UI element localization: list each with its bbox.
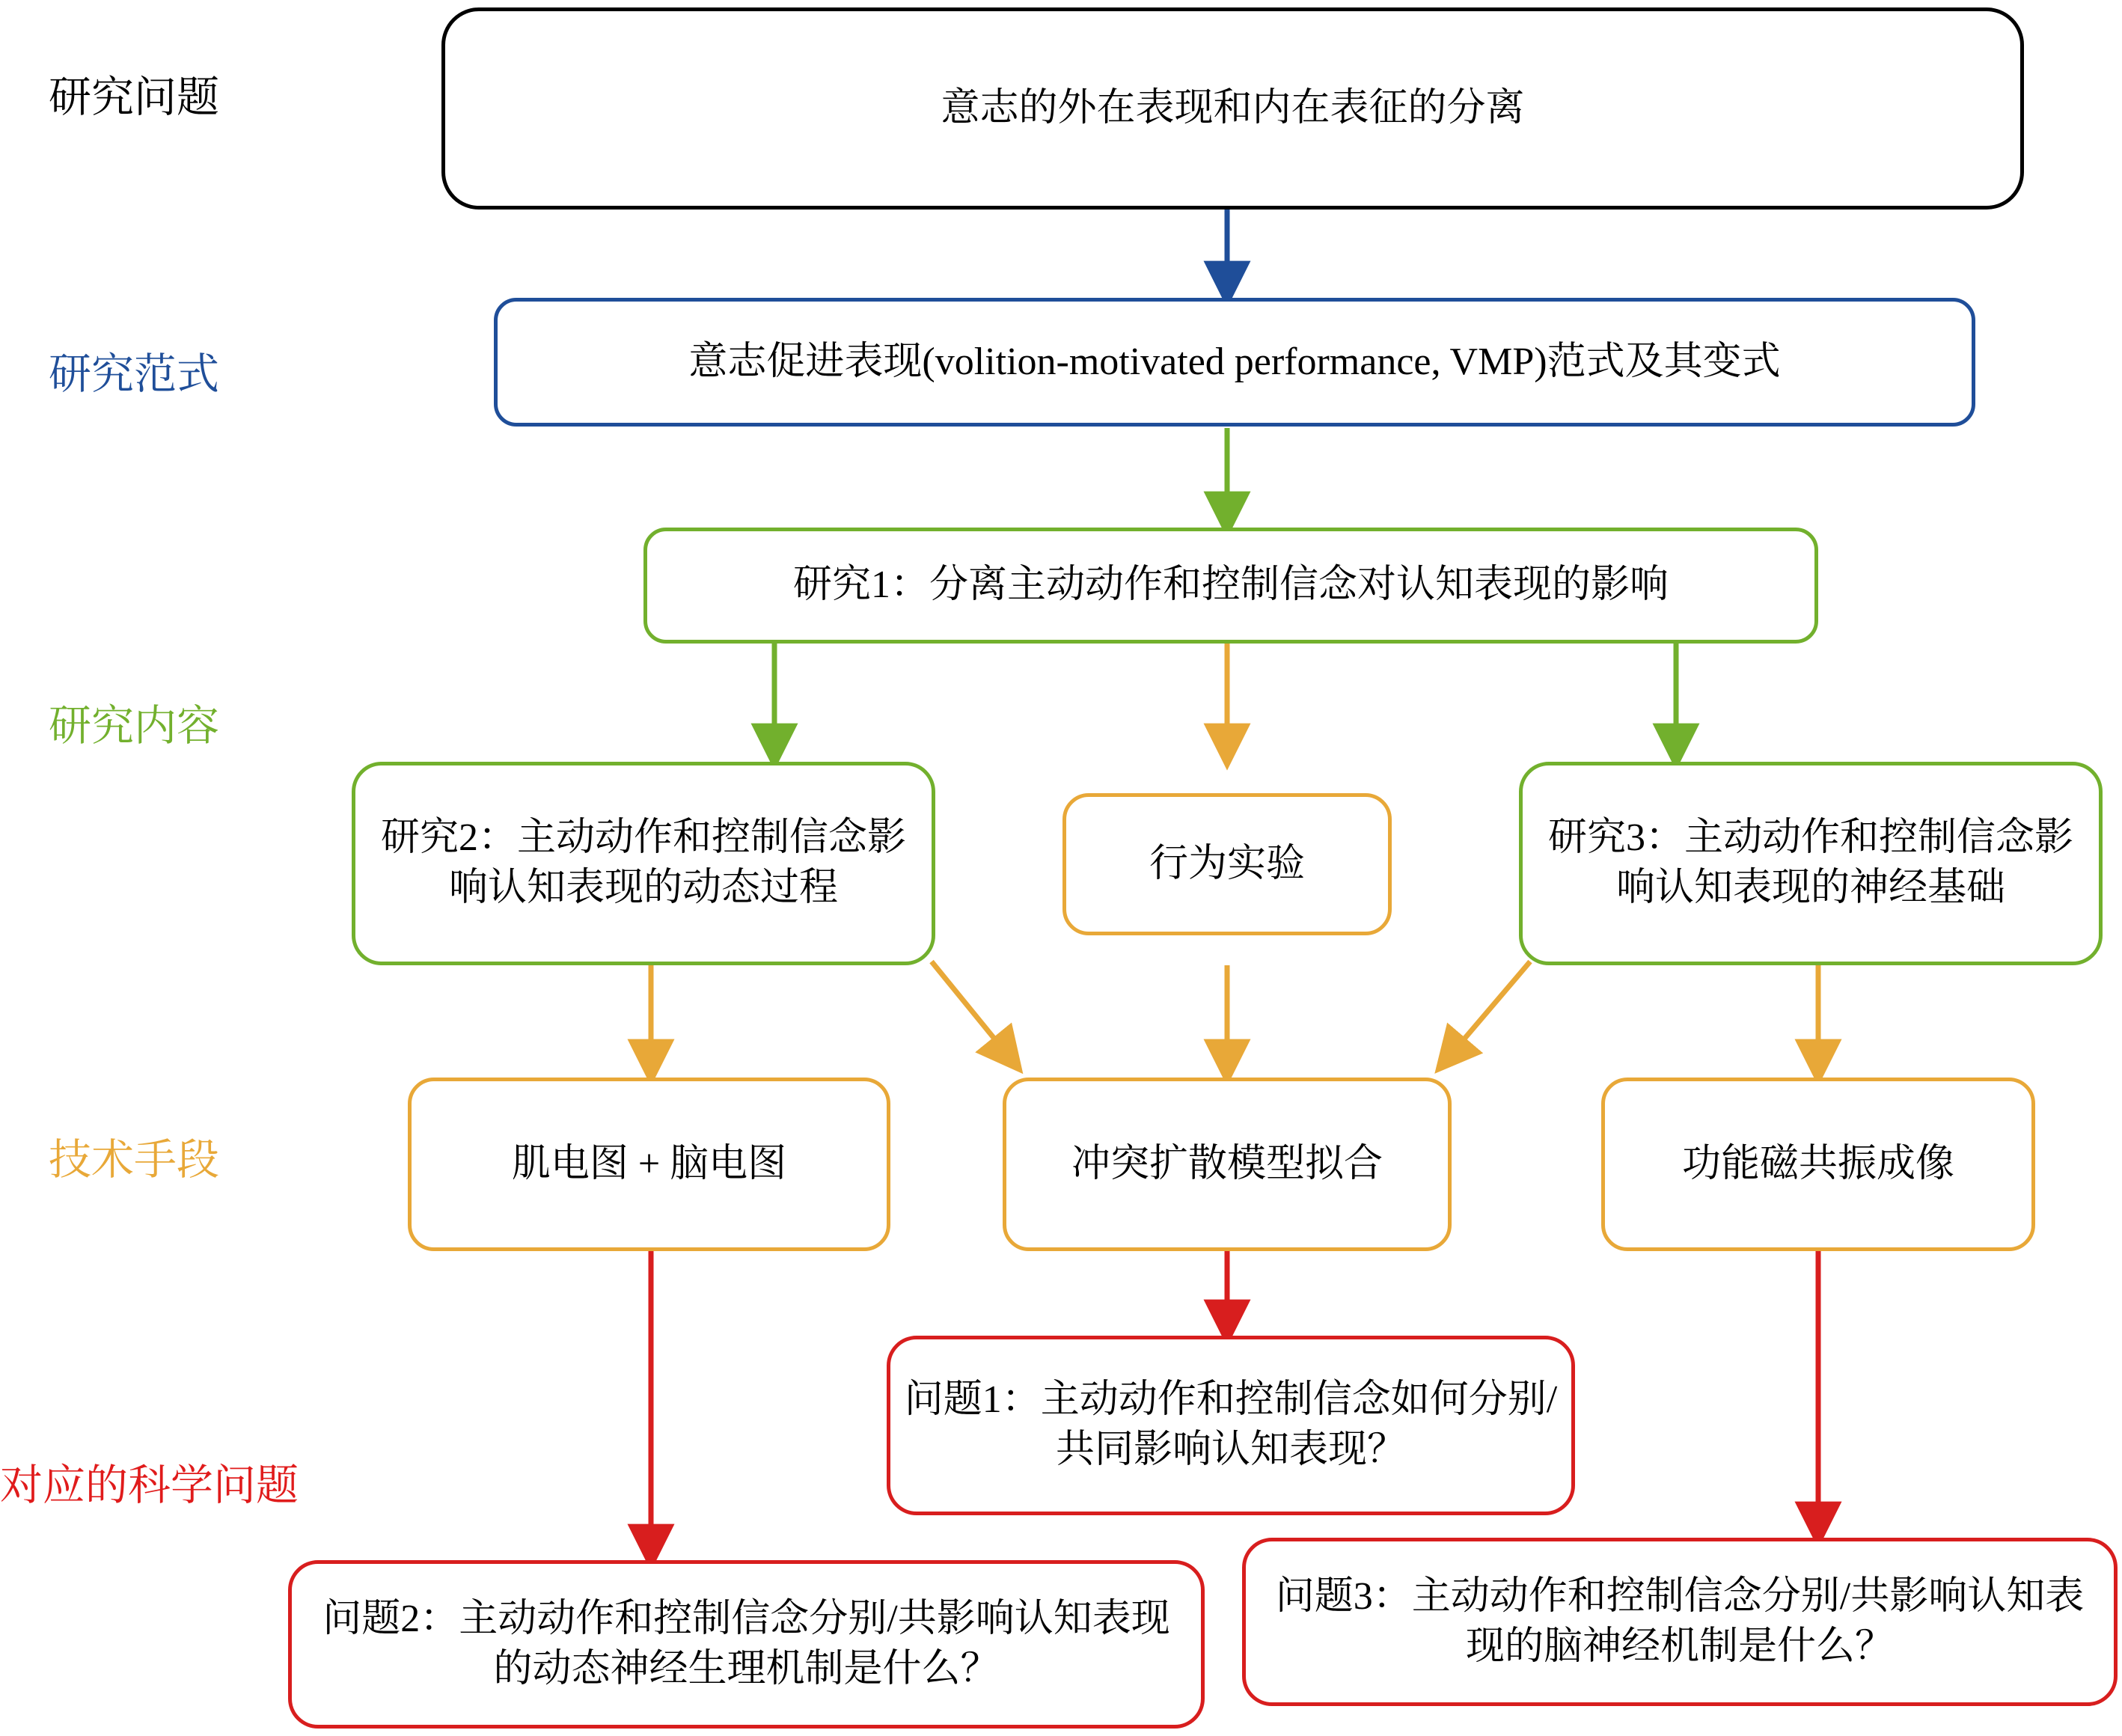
node-paradigm — [494, 298, 1975, 427]
row-label-research-question: 研究问题 — [49, 74, 219, 121]
node-study3-text: 研究3：主动动作和控制信念影响认知表现的神经基础 — [1547, 816, 2073, 909]
node-question2 — [288, 1560, 1205, 1729]
node-behavior-experiment — [1062, 793, 1392, 935]
row-label-research-paradigm: 研究范式 — [49, 351, 219, 398]
node-paradigm-text: 意志促进表现(volition-motivated performance, VMP)范式及其变式 — [688, 340, 1781, 383]
row-label-technical-methods: 技术手段 — [49, 1137, 219, 1184]
node-conflict-model-text: 冲突扩散模型拟合 — [1071, 1142, 1383, 1185]
node-question1 — [887, 1336, 1575, 1515]
row-label-research-content: 研究内容 — [49, 703, 219, 750]
node-fmri-text: 功能磁共振成像 — [1681, 1142, 1954, 1185]
node-study3 — [1519, 762, 2103, 965]
node-study2 — [352, 762, 935, 965]
node-conflict-model — [1003, 1078, 1452, 1251]
node-research-question — [441, 7, 2024, 210]
node-behavior-experiment-text: 行为实验 — [1149, 842, 1305, 885]
node-study1 — [643, 528, 1818, 644]
node-emg-eeg-text: 肌电图 + 脑电图 — [511, 1142, 787, 1185]
node-question2-text: 问题2：主动动作和控制信念分别/共影响认知表现的动态神经生理机制是什么？ — [322, 1597, 1170, 1690]
node-question3 — [1242, 1538, 2118, 1706]
node-question3-text: 问题3：主动动作和控制信念分别/共影响认知表现的脑神经机制是什么？ — [1275, 1574, 2085, 1668]
node-fmri — [1601, 1078, 2035, 1251]
row-label-scientific-questions: 对应的科学问题 — [0, 1462, 299, 1509]
node-emg-eeg — [408, 1078, 890, 1251]
node-research-question-text: 意志的外在表现和内在表征的分离 — [941, 86, 1525, 129]
node-study1-text: 研究1：分离主动动作和控制信念对认知表现的影响 — [792, 563, 1669, 607]
node-question1-text: 问题1：主动动作和控制信念如何分别/共同影响认知表现？ — [904, 1378, 1558, 1471]
node-study2-text: 研究2：主动动作和控制信念影响认知表现的动态过程 — [380, 816, 906, 909]
